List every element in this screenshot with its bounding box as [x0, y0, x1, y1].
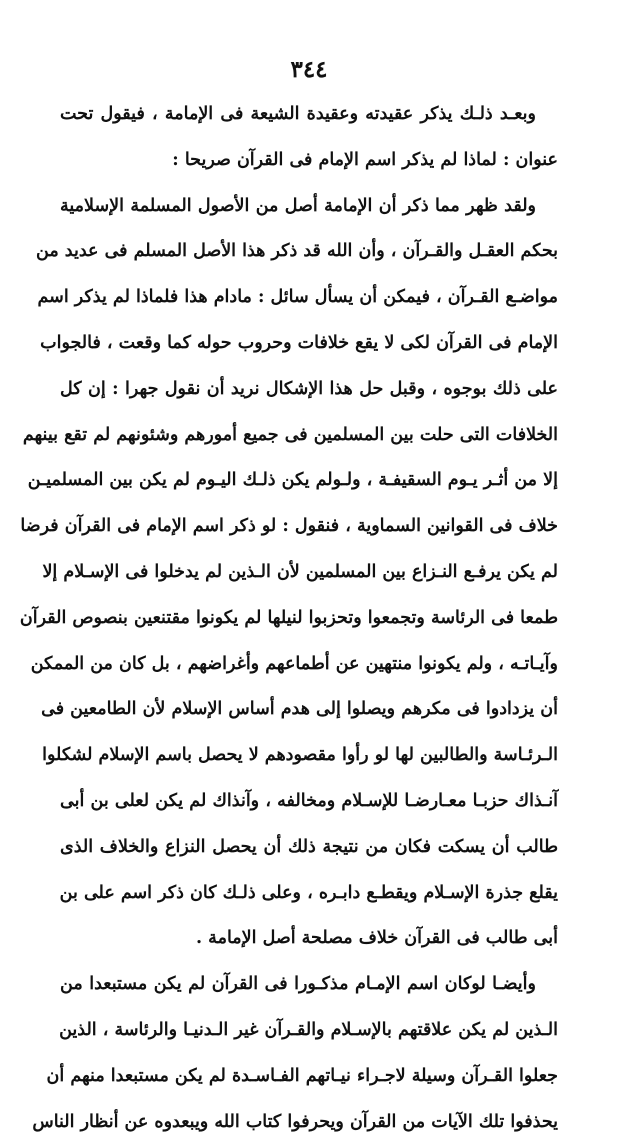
text-line: عنوان : لماذا لم يذكر اسم الإمام فى القرآن صريحا : — [172, 149, 558, 170]
text-line: الـذين لم يكن علاقتهم بالإسـلام والقـرآن غير الـدنيـا والرئاسة ، الذين — [59, 1019, 558, 1040]
text-line: وأيضـا لوكان اسم الإمـام مذكـورا فى القرآن لم يكن مستبعدا من — [60, 974, 536, 995]
text-line: طمعا فى الرئاسة وتجمعوا وتحزبوا لنيلها لم يكونوا مقتنعين بنصوص القرآن — [19, 607, 558, 628]
text-line: أن يزدادوا فى مكرهم ويصلوا إلى هدم أساس الإسلام لأن الطامعين فى — [41, 699, 558, 720]
text-line: طالب أن يسكت فكان من نتيجة ذلك أن يحصل النزاع والخلاف الذى — [60, 836, 558, 857]
text-line: جعلوا القـرآن وسيلة لاجـراء نيـاتهم الفـاسـدة لم يكن مستبعدا منهم أن — [46, 1065, 558, 1086]
text-line: الـرئـاسة والطالبين لها لو رأوا مقصودهم لا يحصل باسم الإسلام لشكلوا — [42, 745, 558, 766]
text-line: الإمام فى القرآن لكى لا يقع خلافات وحروب حوله كما وقعت ، فالجواب — [40, 332, 558, 353]
text-line: وآيـاتـه ، ولم يكونوا منتهين عن أطماعهم وأغراضهم ، بل كان من الممكن — [30, 653, 558, 674]
text-line: إلا من أثـر يـوم السقيفـة ، ولـولم يكن ذلـك اليـوم لم يكن بين المسلميـن — [27, 470, 558, 491]
text-line: على ذلك بوجوه ، وقبل حل هذا الإشكال نريد أن نقول جهرا : إن كل — [60, 378, 558, 399]
text-line: خلاف فى القوانين السماوية ، فنقول : لو ذكر اسم الإمام فى القرآن فرضا — [20, 516, 558, 537]
page-body-text — [19, 92, 558, 1145]
text-line: ولقد ظهر مما ذكر أن الإمامة أصل من الأصول المسلمة الإسلامية — [60, 195, 536, 216]
text-line: مواضـع القـرآن ، فيمكن أن يسأل سائل : مادام هذا فلماذا لم يذكر اسم — [37, 287, 558, 308]
text-line: أبى طالب فى القرآن خلاف مصلحة أصل الإمامة . — [196, 928, 558, 949]
text-line: الخلافات التى حلت بين المسلمين فى جميع أمورهم وشئونهم لم تقع بينهم — [22, 424, 558, 445]
page-number: ٣٤٤ — [290, 56, 328, 83]
text-line: آنـذاك حزبـا معـارضـا للإسـلام ومخالفه ، وآنذاك لم يكن لعلى بن أبى — [60, 790, 558, 811]
text-line: لم يكن يرفـع النـزاع بين المسلمين لأن الـذين لم يدخلوا فى الإسـلام إلا — [42, 561, 558, 582]
text-line: وبعـد ذلـك يذكر عقيدته وعقيدة الشيعة فى الإمامة ، فيقول تحت — [60, 104, 536, 124]
text-line: يقلع جذرة الإسـلام ويقطـع دابـره ، وعلى ذلـك كان ذكر اسم على بن — [59, 882, 558, 903]
text-line: يحذفوا تلك الآيات من القرآن ويحرفوا كتاب الله ويبعدوه عن أنظار الناس — [32, 1111, 558, 1132]
text-line: بحكم العقـل والقـرآن ، وأن الله قد ذكر هذا الأصل المسلم فى عديد من — [36, 241, 558, 262]
